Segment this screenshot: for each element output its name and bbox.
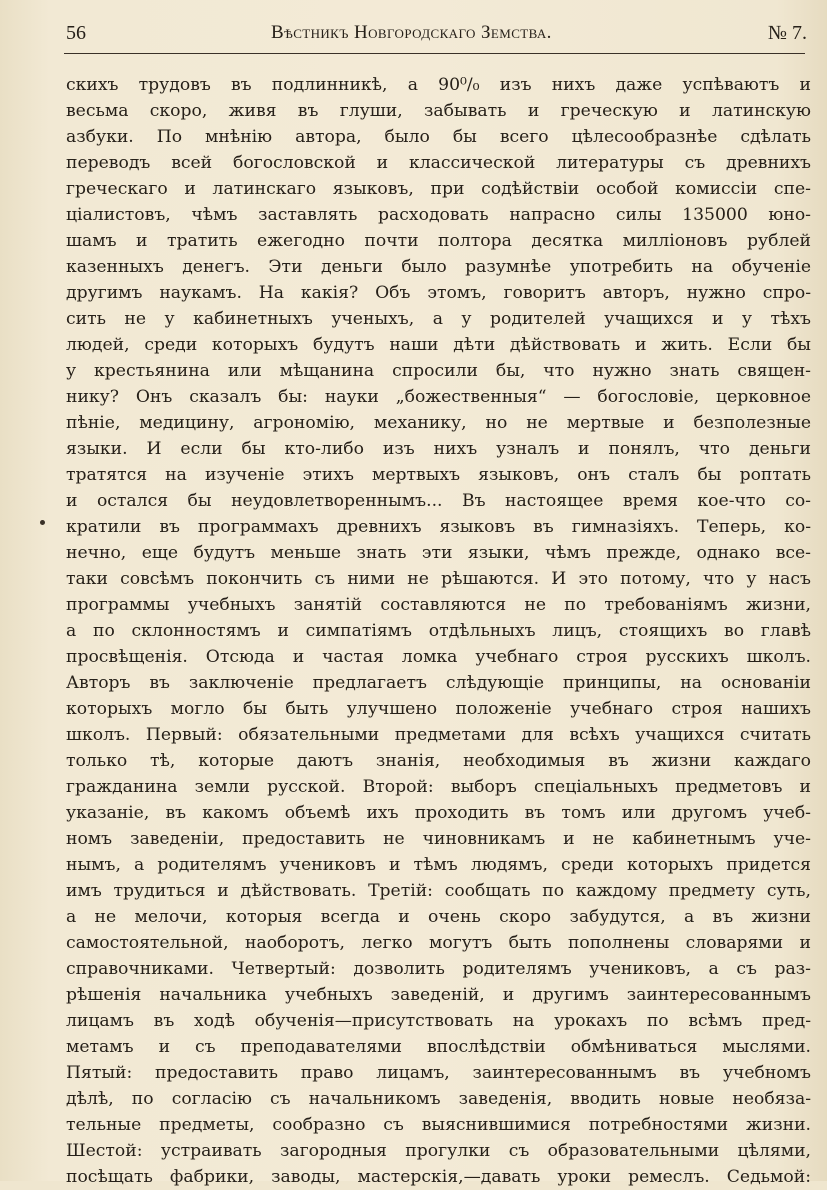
text-line: и остался бы неудовлетвореннымъ... Въ настоящее время кое-что со-	[66, 491, 811, 511]
text-line: тратятся на изученіе этихъ мертвыхъ языковъ, онъ сталъ бы роптать	[66, 465, 811, 485]
text-line: нымъ, а родителямъ учениковъ и тѣмъ людямъ, среди которыхъ придется	[66, 855, 811, 875]
text-line: лицамъ въ ходѣ обученія—присутствовать на урокахъ по всѣмъ пред-	[66, 1011, 811, 1031]
text-line: переводъ всей богословской и классической литературы съ древнихъ	[66, 153, 811, 173]
text-line: у крестьянина или мѣщанина спросили бы, что нужно знать священ-	[66, 361, 811, 381]
page-header	[66, 20, 807, 52]
text-line: казенныхъ денегъ. Эти деньги было разумнѣе употребить на обученіе	[66, 257, 811, 277]
text-line: весьма скоро, живя въ глуши, забывать и греческую и латинскую	[66, 101, 811, 121]
text-line: номъ заведеніи, предоставить не чиновникамъ и не кабинетнымъ уче-	[66, 829, 811, 849]
article-body	[66, 72, 811, 1190]
text-line: другимъ наукамъ. На какія? Объ этомъ, говоритъ авторъ, нужно спро-	[66, 283, 811, 303]
text-line: кратили въ программахъ древнихъ языковъ въ гимназіяхъ. Теперь, ко-	[66, 517, 811, 537]
text-line: Шестой: устраивать загородныя прогулки съ образовательными цѣлями,	[66, 1141, 811, 1161]
text-line: пѣніе, медицину, агрономію, механику, но не мертвые и безполезные	[66, 413, 811, 433]
text-line: скихъ трудовъ въ подлинникѣ, а 90⁰/₀ изъ нихъ даже успѣваютъ и	[66, 75, 811, 95]
journal-title: Вѣстникъ Новгородскаго Земства.	[271, 22, 552, 43]
text-line: тельные предметы, сообразно съ выяснившимися потребностями жизни.	[66, 1115, 811, 1135]
text-line: шамъ и тратить ежегодно почти полтора десятка милліоновъ рублей	[66, 231, 811, 251]
text-line: программы учебныхъ занятій составляются не по требованіямъ жизни,	[66, 595, 811, 615]
text-line: рѣшенія начальника учебныхъ заведеній, и другимъ заинтересованнымъ	[66, 985, 811, 1005]
text-line: ціалистовъ, чѣмъ заставлять расходовать напрасно силы 135000 юно-	[66, 205, 811, 225]
text-line: азбуки. По мнѣнію автора, было бы всего цѣлесообразнѣе сдѣлать	[66, 127, 811, 147]
text-line: которыхъ могло бы быть улучшено положеніе учебнаго строя нашихъ	[66, 699, 811, 719]
text-line: посѣщать фабрики, заводы, мастерскія,—давать уроки ремеслъ. Седьмой:	[66, 1167, 811, 1187]
margin-mark	[40, 520, 45, 525]
text-line: нечно, еще будутъ меньше знать эти языки, чѣмъ прежде, однако все-	[66, 543, 811, 563]
text-line: самостоятельной, наоборотъ, легко могутъ быть пополнены словарями и	[66, 933, 811, 953]
text-line: только тѣ, которые даютъ знанія, необходимыя въ жизни каждаго	[66, 751, 811, 771]
text-line: таки совсѣмъ покончить съ ними не рѣшаются. И это потому, что у насъ	[66, 569, 811, 589]
text-line: греческаго и латинскаго языковъ, при содѣйствіи особой комиссіи спе-	[66, 179, 811, 199]
text-line: сить не у кабинетныхъ ученыхъ, а у родителей учащихся и у тѣхъ	[66, 309, 811, 329]
issue-number: № 7.	[767, 22, 807, 44]
text-line: дѣлѣ, по согласію съ начальникомъ заведенія, вводить новые необяза-	[66, 1089, 811, 1109]
text-line: просвѣщенія. Отсюда и частая ломка учебнаго строя русскихъ школъ.	[66, 647, 811, 667]
text-line: гражданина земли русской. Второй: выборъ спеціальныхъ предметовъ и	[66, 777, 811, 797]
header-rule	[64, 53, 805, 54]
text-line: справочниками. Четвертый: дозволить родителямъ учениковъ, а съ раз-	[66, 959, 811, 979]
text-line: имъ трудиться и дѣйствовать. Третій: сообщать по каждому предмету суть,	[66, 881, 811, 901]
page-number: 56	[66, 22, 86, 44]
text-line: метамъ и съ преподавателями впослѣдствіи обмѣниваться мыслями.	[66, 1037, 811, 1057]
text-line: указаніе, въ какомъ объемѣ ихъ проходить въ томъ или другомъ учеб-	[66, 803, 811, 823]
text-line: школъ. Первый: обязательными предметами для всѣхъ учащихся считать	[66, 725, 811, 745]
text-line: а не мелочи, которыя всегда и очень скоро забудутся, а въ жизни	[66, 907, 811, 927]
text-line: языки. И если бы кто-либо изъ нихъ узналъ и понялъ, что деньги	[66, 439, 811, 459]
text-line: Авторъ въ заключеніе предлагаетъ слѣдующіе принципы, на основаніи	[66, 673, 811, 693]
text-line: а по склонностямъ и симпатіямъ отдѣльныхъ лицъ, стоящихъ во главѣ	[66, 621, 811, 641]
text-line: Пятый: предоставить право лицамъ, заинтересованнымъ въ учебномъ	[66, 1063, 811, 1083]
text-line: нику? Онъ сказалъ бы: науки „божественныя“ — богословіе, церковное	[66, 387, 811, 407]
text-line: людей, среди которыхъ будутъ наши дѣти дѣйствовать и жить. Если бы	[66, 335, 811, 355]
